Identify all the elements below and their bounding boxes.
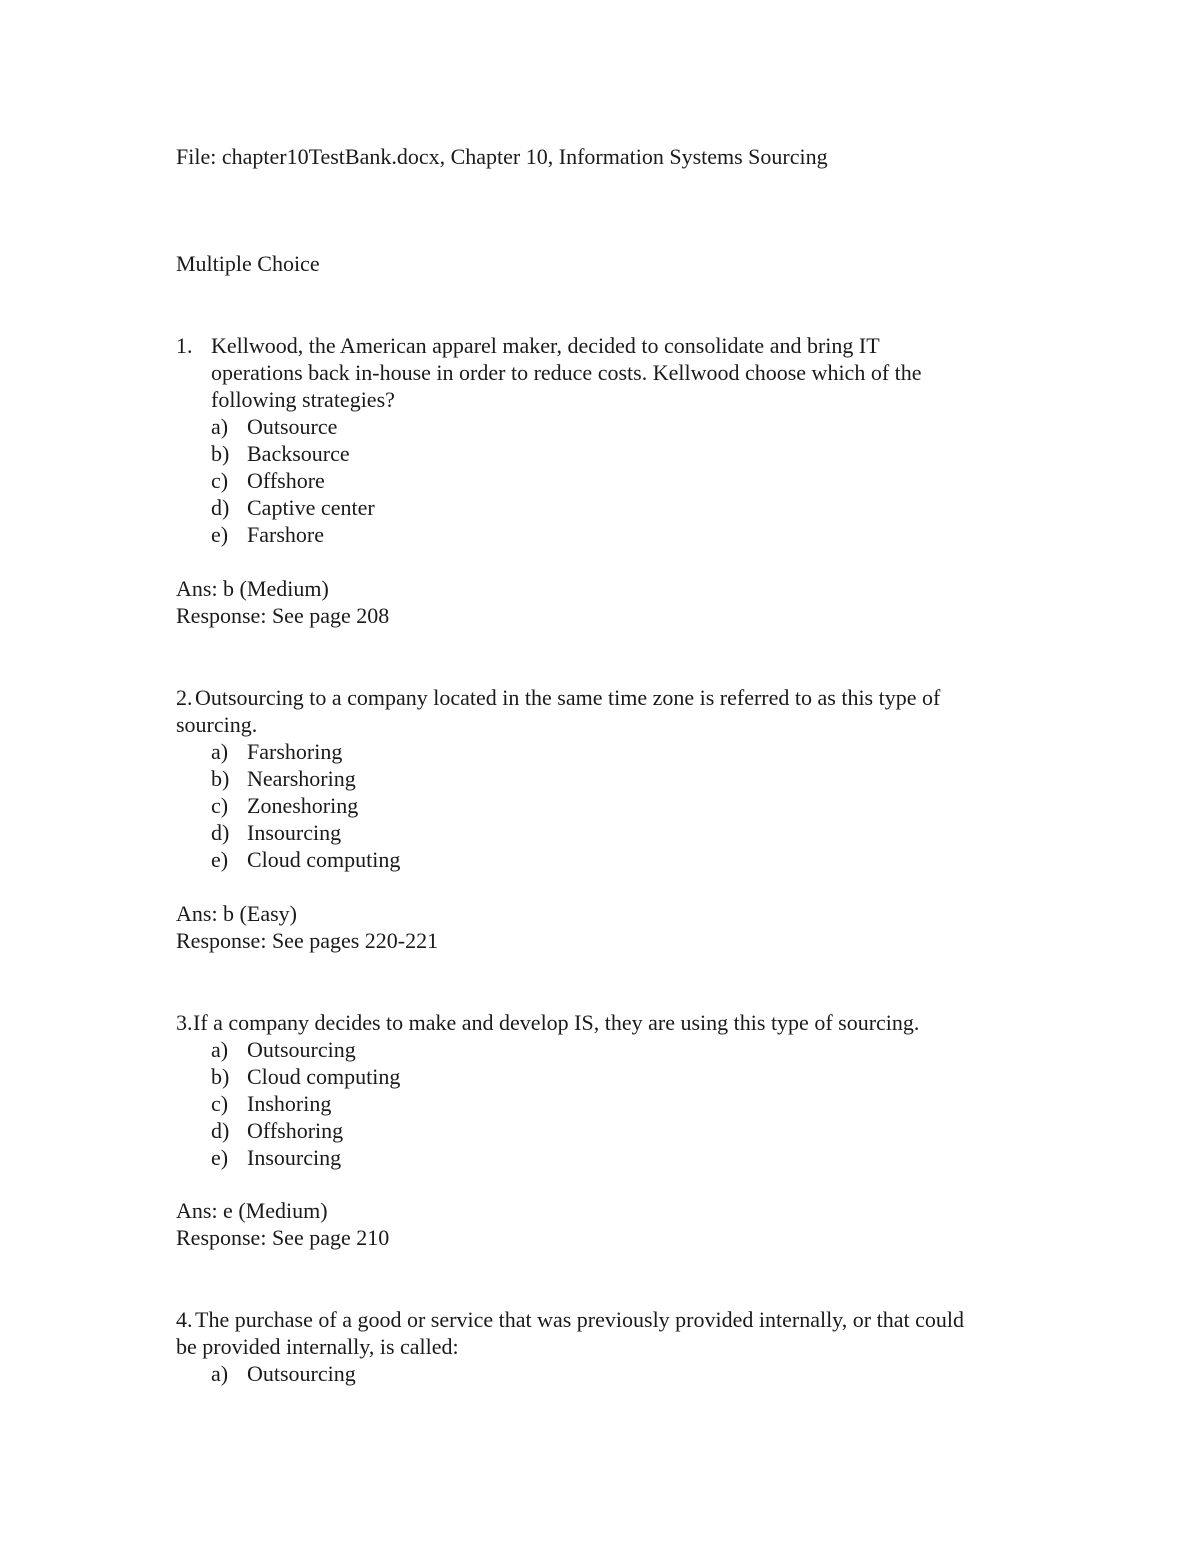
option-letter: a) xyxy=(211,1361,229,1386)
option-letter: c) xyxy=(211,468,229,493)
question-text-line: Outsourcing to a company located in the same time zone is referred to as this type of xyxy=(195,685,941,710)
question-text-line: Kellwood, the American apparel maker, decided to consolidate and bring IT xyxy=(211,333,880,358)
answer-key: Ans: e (Medium) xyxy=(176,1198,328,1223)
option-text: Outsource xyxy=(247,414,338,439)
option-text: Backsource xyxy=(247,441,350,466)
answer-option xyxy=(211,1144,341,1171)
option-text: Outsourcing xyxy=(247,1361,356,1386)
answer-option xyxy=(211,521,324,548)
response-reference: Response: See page 208 xyxy=(176,603,390,628)
answer-option xyxy=(211,1090,331,1117)
response-reference: Response: See page 210 xyxy=(176,1225,390,1250)
option-text: Farshoring xyxy=(247,739,343,764)
answer-key: Ans: b (Easy) xyxy=(176,901,297,926)
option-letter: d) xyxy=(211,495,230,520)
answer-option xyxy=(211,792,358,819)
option-text: Cloud computing xyxy=(247,847,401,872)
option-text: Zoneshoring xyxy=(247,793,359,818)
option-letter: b) xyxy=(211,1064,230,1089)
option-letter: c) xyxy=(211,1091,229,1116)
option-letter: e) xyxy=(211,522,229,547)
file-title-line: File: chapter10TestBank.docx, Chapter 10, Information Systems Sourcing xyxy=(176,144,828,169)
answer-option xyxy=(211,819,341,846)
question-text-line: operations back in-house in order to reduce costs. Kellwood choose which of the xyxy=(211,360,922,385)
option-text: Captive center xyxy=(247,495,375,520)
question-number: 2. xyxy=(176,685,193,710)
answer-option xyxy=(211,413,337,440)
option-letter: b) xyxy=(211,441,230,466)
option-letter: d) xyxy=(211,820,230,845)
option-text: Farshore xyxy=(247,522,324,547)
option-text: Insourcing xyxy=(247,820,342,845)
question-text-line: be provided internally, is called: xyxy=(176,1334,459,1359)
option-letter: d) xyxy=(211,1118,230,1143)
option-text: Outsourcing xyxy=(247,1037,356,1062)
question-number: 3. xyxy=(176,1010,193,1035)
answer-option xyxy=(211,1036,356,1063)
option-letter: a) xyxy=(211,739,229,764)
option-text: Offshore xyxy=(247,468,325,493)
option-text: Offshoring xyxy=(247,1118,344,1143)
answer-option xyxy=(211,765,356,792)
question-text-line: The purchase of a good or service that was previously provided internally, or that could xyxy=(195,1307,964,1332)
option-letter: e) xyxy=(211,847,229,872)
question-text-line: If a company decides to make and develop IS, they are using this type of sourcing. xyxy=(193,1010,920,1035)
question-number: 1. xyxy=(176,333,193,358)
option-text: Cloud computing xyxy=(247,1064,401,1089)
option-text: Nearshoring xyxy=(247,766,356,791)
answer-option xyxy=(211,738,342,765)
option-letter: c) xyxy=(211,793,229,818)
answer-option xyxy=(211,467,325,494)
answer-option xyxy=(211,1117,343,1144)
option-text: Inshoring xyxy=(247,1091,332,1116)
answer-option xyxy=(211,494,375,521)
option-letter: e) xyxy=(211,1145,229,1170)
option-letter: a) xyxy=(211,1037,229,1062)
option-letter: b) xyxy=(211,766,230,791)
answer-option xyxy=(211,1360,356,1387)
question-text-line: sourcing. xyxy=(176,712,258,737)
question-text-line: following strategies? xyxy=(211,387,395,412)
option-text: Insourcing xyxy=(247,1145,342,1170)
answer-option xyxy=(211,846,400,873)
answer-key: Ans: b (Medium) xyxy=(176,576,329,601)
answer-option xyxy=(211,1063,400,1090)
response-reference: Response: See pages 220-221 xyxy=(176,928,439,953)
question-number: 4. xyxy=(176,1307,193,1332)
section-heading: Multiple Choice xyxy=(176,251,320,276)
answer-option xyxy=(211,440,350,467)
option-letter: a) xyxy=(211,414,229,439)
